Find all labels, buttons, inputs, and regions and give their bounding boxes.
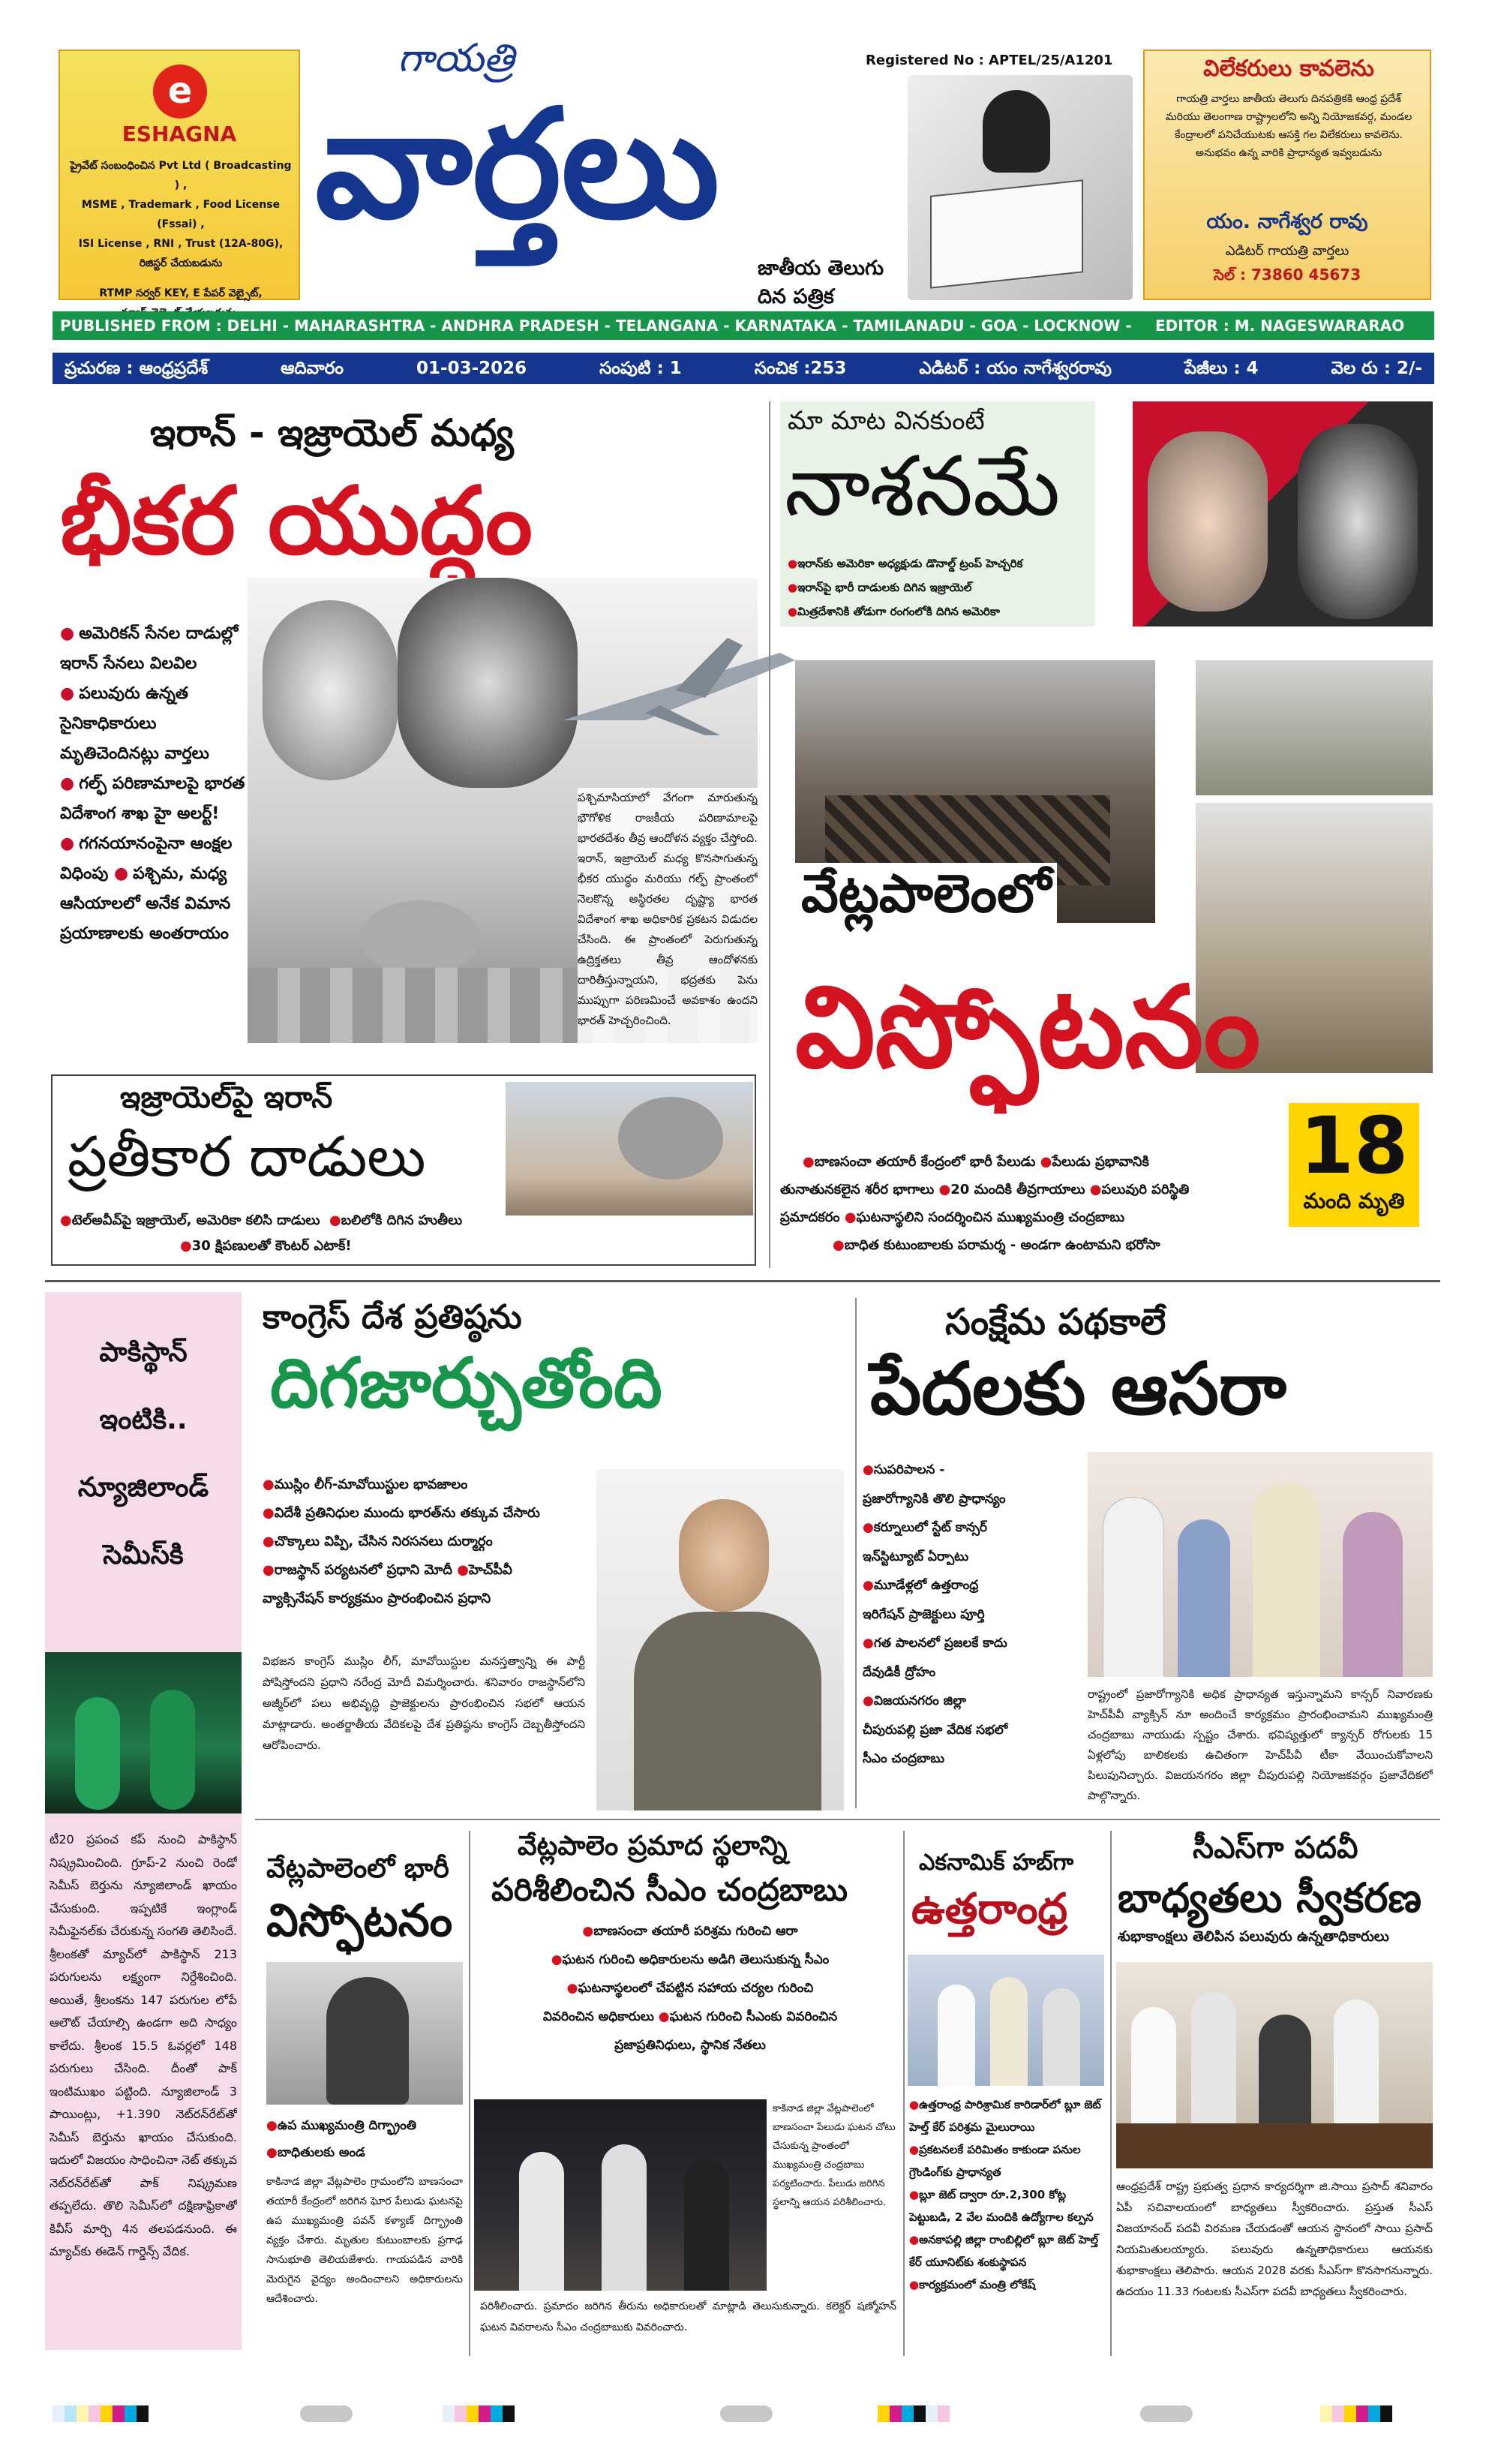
right-advertisement	[1143, 50, 1431, 300]
bullet-item: ●ఘటనాస్థలంలో చేపట్టిన సహాయ చర్యల గురించి	[566, 1981, 814, 1996]
bullet-item: ●టెల్‌అవీవ్‌పై ఇజ్రాయెల్, అమెరికా కలిసి దాడులు ●బలిలోకి దిగిన హుతీలు	[60, 1212, 463, 1228]
war-headline: భీకర యుద్ధం	[60, 467, 533, 575]
bullet-item: ●ఇరాన్‌పై భారీ దాడులకు దిగిన ఇజ్రాయెల్	[788, 581, 972, 594]
person-figure	[1253, 1482, 1320, 1677]
fighter-jet-icon	[555, 630, 803, 743]
ad-line: మరియు తెలంగాణ రాష్ట్రాలలోని అన్ని నియోజకవర్గ, మండల	[1165, 111, 1412, 123]
ad-line: ప్రైవేట్ సంబంధించిన Pvt Ltd ( Broadcasting ) ,	[70, 160, 292, 191]
retaliation-kicker: ఇజ్రాయెల్‌పై ఇరాన్	[120, 1080, 333, 1115]
bullet-item: ●కార్యక్రమంలో మంత్రి లోకేష్	[909, 2278, 1036, 2291]
warning-kicker: మా మాట వినకుంటే	[788, 406, 985, 436]
cm-visit-kicker: వేట్లపాలెం ప్రమాద స్థలాన్ని	[518, 1831, 788, 1862]
published-from: PUBLISHED FROM : DELHI - MAHARASHTRA - ANDHRA PRADESH - TELANGANA - KARNATAKA - TAMILANADU - GOA - LOCKNOW -	[60, 317, 1132, 335]
cs-kicker: సీఎస్‌గా పదవీ	[1193, 1831, 1358, 1865]
war-body: పశ్చిమాసియాలో వేగంగా మారుతున్న భౌగోళిక రాజకీయ పరిణామాలపై భారతదేశం తీవ్ర ఆందోళన వ్యక్తం చేస్తోంది. ఇరాన్, ఇజ్రాయెల్ మధ్య కొనసాగుతున్న భీకర యుద్ధం మరియు గల్ఫ్ ప్రాంతంలో నెలకొన్న అస్థిరతల దృష్ట్యా భారత విదేశాంగ శాఖ అధికారిక ప్రకటన విడుదల చేసింది. ఈ ప్రాంతంలో పెరుగుతున్న ఉద్రిక్తతలు తీవ్ర ఆందోళనకు దారితీస్తున్నాయని, భద్రతకు పెను ముప్పుగా పరిణమించే అవకాశం ఉందని భారత్ హెచ్చరించింది.	[578, 788, 758, 1043]
bullet-item: ●రాజస్థాన్ పర్యటనలో ప్రధాని మోదీ ●హెచ్‌పీవీ	[263, 1562, 512, 1578]
congress-bullets	[263, 1471, 615, 1613]
registered-number: Registered No : APTEL/25/A1201	[866, 53, 1113, 68]
congress-body: విభజన కాంగ్రెస్ ముస్లిం లీగ్, మావోయిస్టుల మనస్తత్వాన్ని ఈ పార్టీ పోషిస్తోందని ప్రధాని నరేంద్ర మోదీ విమర్శించారు. శనివారం రాజస్థాన్‌లోని అజ్మీర్‌లో పలు అభివృద్ధి ప్రాజెక్టులను ప్రారంభించిన సభలో ఆయన మాట్లాడారు. అంతర్జాతీయ వేదికలపై దేశ ప్రతిష్ఠను కాంగ్రెస్ దెబ్బతీస్తోందని ఆరోపించారు.	[263, 1654, 585, 1752]
retaliation-box	[51, 1074, 756, 1266]
print-calibration-strip	[443, 2405, 515, 2422]
bullet-item: చీపురుపల్లి ప్రజా వేదిక సభలో	[863, 1722, 1008, 1738]
person-figure	[1103, 1497, 1164, 1677]
leader-portrait-right	[398, 578, 578, 788]
info-price: వెల రు : 2/-	[1331, 359, 1422, 378]
bullet-item: ●మూడేళ్లలో ఉత్తరాంధ్ర	[863, 1578, 979, 1593]
person-figure	[602, 2144, 647, 2291]
death-count-badge	[1289, 1100, 1419, 1227]
bullet-item: ●ముస్లిం లీగ్-మావోయిస్టుల భావజాలం	[263, 1477, 468, 1492]
person-figure	[990, 1977, 1028, 2086]
leader-portrait-left	[1148, 431, 1268, 611]
deputy-kicker: వేట్లపాలెంలో భారీ	[266, 1853, 449, 1884]
bullet-item: ●మిత్రదేశానికి తోడుగా రంగంలోకి దిగిన అమెరికా	[788, 605, 1000, 618]
bullet-item: ●గత పాలనలో ప్రజలకే కాదు	[863, 1636, 1007, 1651]
lokesh-event-photo	[908, 1955, 1104, 2086]
bullet-item: ●ఉప ముఖ్యమంత్రి దిగ్భ్రాంతి	[266, 2118, 417, 2133]
death-count-number: 18	[1299, 1100, 1409, 1191]
bullet-item: ప్రయాణాలకు అంతరాయం	[60, 924, 229, 943]
bullet-item: ● గగనయానంపైనా ఆంక్షల	[60, 834, 233, 853]
economic-headline: ఉత్తరాంధ్ర	[911, 1885, 1068, 1934]
speaker-head	[679, 1499, 769, 1612]
blast-headline: విస్ఫోటనం	[795, 963, 1261, 1093]
registration-mark	[1140, 2405, 1193, 2422]
bullet-item: సైనికాధికారులు	[60, 714, 157, 733]
ad-brand: ESHAGNA	[122, 122, 237, 146]
bullet-item: ●ఉత్తరాంధ్ర పారిశ్రామిక కారిడార్‌లో బ్లూ జెట్ హెల్త్ కేర్ పరిశ్రమ మైలురాయి	[909, 2098, 1101, 2134]
ad-name: యం. నాగేశ్వర రావు	[1206, 210, 1368, 233]
bullet-item: ఇరాన్ సేనలు విలవిల	[60, 654, 197, 673]
cs-sub: శుభాకాంక్షలు తెలిపిన పలువురు ఉన్నతాధికారులు	[1118, 1928, 1389, 1945]
bullet-item: ●బాణసంచా తయారీ కేంద్రంలో భారీ పేలుడు ●పేలుడు ప్రభావానికి	[803, 1154, 1149, 1170]
bullet-item: ● అమెరికన్ సేనల దాడుల్లో	[60, 624, 239, 643]
trump-khamenei-photo	[1133, 401, 1433, 627]
welfare-headline: పేదలకు ఆసరా	[870, 1347, 1286, 1431]
info-volume: సంపుటి : 1	[599, 359, 682, 378]
ad-line: ISI License , RNI , Trust (12A-80G),	[78, 238, 284, 250]
person-figure	[1178, 1519, 1230, 1677]
person-figure	[326, 1977, 409, 2105]
retaliation-headline: ప్రతీకార దాడులు	[68, 1125, 426, 1189]
bullet-item: ●విజయనగరం జిల్లా	[863, 1693, 966, 1708]
deputy-bullets	[266, 2112, 463, 2166]
cm-visit-body: పరిశీలించారు. ప్రమాదం జరిగిన తీరును అధికారులతో మాట్లాడి తెలుసుకున్నారు. కలెక్టర్ షణ్మోహన్ ఘటన వివరాలను సీఎం చంద్రబాబుకు వివరించారు.	[480, 2300, 896, 2333]
ad-phone: సెల్ : 73860 45673	[1213, 266, 1361, 284]
congress-kicker: కాంగ్రెస్ దేశ ప్రతిష్ఠను	[263, 1298, 522, 1336]
bullet-item: ●కర్నూలులో స్టేట్ కాన్సర్	[863, 1520, 987, 1535]
print-calibration-strip	[1320, 2405, 1392, 2422]
bullet-item: వ్యాక్సినేషన్ కార్యక్రమం ప్రారంభించిన ప్రధాని	[263, 1591, 491, 1606]
blast-site-photo-top	[1196, 660, 1433, 795]
person-figure	[519, 2152, 564, 2291]
info-bar	[53, 353, 1434, 384]
cricket-players-photo	[45, 1652, 242, 1813]
smoke-skyline-photo	[506, 1082, 753, 1215]
modi-photo	[596, 1469, 844, 1810]
info-pages: పేజీలు : 4	[1184, 359, 1259, 378]
cricket-body: టీ20 ప్రపంచ కప్ నుంచి పాకిస్థాన్ నిష్క్రమించింది. గ్రూప్-2 నుంచి రెండో సెమీస్ బెర్తును న్యూజిలాండ్ ఖాయం చేసుకుంది. ఇప్పటికే ఇంగ్లాండ్ సెమీఫైనల్‌కు చేరుకున్న సంగతి తెలిసిందే. శ్రీలంకతో మ్యాచ్‌లో పాకిస్థాన్ 213 పరుగులను లక్ష్యంగా నిర్దేశించింది. అయితే, శ్రీలంకను 147 పరుగుల లోపే ఆలౌట్ చేయాల్సి ఉండగా అది సాధ్యం కాలేదు. శ్రీలంక 15.5 ఓవర్లలో 148 పరుగులు చేసింది. దీంతో పాక్ ఇంటిముఖం పట్టింది. న్యూజిలాండ్ 3 పాయింట్లు, +1.390 నెట్‌రన్‌రేట్‌తో సెమీస్ బెర్తును ఖాయం చేసుకుంది. ఇదులో విజయం సాధించినా నెట్ తక్కువ నెట్‌రన్‌రేట్‌తో పాక్ నిష్క్రమణ తప్పలేదు. తొలి సెమీస్‌లో దక్షిణాఫ్రికాతో కివీస్ మార్చి 4న తలపడనుంది. ఈ మ్యాచ్‌కు ఈడెన్ గార్డెన్స్ వేదిక.	[50, 1832, 237, 2258]
person-figure	[1343, 1512, 1403, 1677]
bullet-item: దేవుడికీ ద్రోహం	[863, 1664, 936, 1680]
cricket-title-line: ఇంటికి..	[99, 1405, 188, 1435]
leader-portrait-right	[1298, 424, 1418, 619]
bullet-item: ●ప్రకటనలకే పరిమితం కాకుండా పనుల గ్రౌండింగ్‌కు ప్రాధాన్యత	[909, 2143, 1081, 2179]
person-figure	[938, 1985, 975, 2086]
ad-line: కేంద్రాలలో పనిచేయుటకు ఆసక్తి గల విలేకరులు కావలెను.	[1175, 129, 1403, 141]
cs-headline: బాధ్యతలు స్వీకరణ	[1118, 1874, 1422, 1922]
info-day: ఆదివారం	[281, 359, 344, 378]
info-date: 01-03-2026	[416, 359, 527, 378]
newspaper-icon	[930, 179, 1083, 288]
welfare-kicker: సంక్షేమ పథకాలే	[945, 1301, 1166, 1343]
deputy-headline: విస్ఫోటనం	[266, 1895, 453, 1947]
cs-body: ఆంధ్రప్రదేశ్ రాష్ట్ర ప్రభుత్వ ప్రధాన కార్యదర్శిగా జి.సాయి ప్రసాద్ శనివారం ఏపీ సచివాలయంలో బాధ్యతలు స్వీకరించారు. ప్రస్తుత సీఎస్ విజయానంద్ పదవీ విరమణ చేయడంతో ఆయన స్థానంలో సాయి ప్రసాద్ నియమితులయ్యారు. పలువురు ఉన్నతాధికారులు ఆయనకు శుభాకాంక్షలు తెలిపారు. ఆయన 2028 వరకు సీఎస్‌గా కొనసాగనున్నారు. ఉదయం 11.33 గంటలకు సీఎస్‌గా పదవీ బాధ్యతలు స్వీకరించారు.	[1116, 2180, 1433, 2298]
reader-illustration	[908, 75, 1133, 300]
ad-line: అనుభవం ఉన్న వారికి ప్రాధాన్యత ఇవ్వబడును	[1195, 147, 1382, 159]
bullet-item: ప్రజాప్రతినిధులు, స్థానిక నేతలు	[614, 2038, 766, 2053]
cs-office-photo	[1116, 1962, 1433, 2168]
war-kicker: ఇరాన్ - ఇజ్రాయెల్ మధ్య	[150, 411, 514, 455]
editor-label: EDITOR : M. NAGESWARARAO	[1155, 317, 1405, 335]
bullet-item: ●బాధిత కుటుంబాలకు పరామర్శ - అండగా ఉంటామని భరోసా	[833, 1237, 1160, 1253]
bullet-item: ● గల్ఫ్ పరిణామాలపై భారత	[60, 774, 245, 793]
blast-bullets	[780, 1148, 1283, 1259]
economic-bullets	[909, 2093, 1106, 2296]
bullet-item: ●ఇరాన్‌కు అమెరికా అధ్యక్షుడు డొనాల్డ్ ట్రంప్ హెచ్చరిక	[788, 557, 1023, 570]
welfare-bullets	[863, 1456, 1080, 1774]
bullet-item: ఇన్‌స్టిట్యూట్ ఏర్పాటు	[863, 1549, 969, 1564]
left-advertisement	[59, 50, 300, 300]
bullet-item: ఆసియాలలో అనేక విమాన	[60, 894, 231, 913]
ad-line: రిజిస్టర్ చేయబడును	[139, 257, 223, 269]
info-editor: ఎడిటర్ : యం నాగేశ్వరరావు	[919, 359, 1112, 378]
office-desk	[1116, 2123, 1433, 2168]
blast-kicker: వేట్లపాలెంలో	[795, 863, 1057, 937]
bullet-item: ●చొక్కాలు విప్పి, చేసిన నిరసనలు దుర్మార్గం	[263, 1534, 493, 1549]
warning-headline: నాశనమే	[785, 438, 1061, 534]
bullet-item: ●బాధితులకు అండ	[266, 2145, 365, 2160]
bullet-item: ప్రజారోగ్యానికి తొలి ప్రాధాన్యం	[863, 1491, 1006, 1507]
congress-headline: దిగజార్చుతోంది	[270, 1343, 662, 1423]
bullet-item: విదేశాంగ శాఖ హై అలర్ట్!	[60, 804, 220, 823]
cm-visit-side: కాకినాడ జిల్లా వేట్లపాలెంలో బాణసంచా పేలుడు ఘటన చోటు చేసుకున్న ప్రాంతంలో ముఖ్యమంత్రి చంద్రబాబు పర్యటించారు. పేలుడు జరిగిన స్థలాన్ని ఆయన పరిశీలించారు.	[773, 2103, 896, 2208]
ad-line: గాయత్రి వార్తలు జాతీయ తెలుగు దినపత్రికకి ఆంధ్ర ప్రదేశ్	[1176, 93, 1401, 105]
deputy-body: కాకినాడ జిల్లా వేట్లపాలెం గ్రామంలోని బాణసంచా తయారీ కేంద్రంలో జరిగిన ఘోర పేలుడు ఘటనపై ఉప ముఖ్యమంత్రి పవన్ కళ్యాణ్ దిగ్భ్రాంతి వ్యక్తం చేశారు. మృతుల కుటుంబాలకు ప్రగాఢ సానుభూతి తెలియజేశారు. గాయపడిన వారికి మెరుగైన వైద్యం అందించాలని అధికారులను ఆదేశించారు.	[266, 2176, 463, 2305]
cm-visit-headline: పరిశీలించిన సీఎం చంద్రబాబు	[491, 1871, 848, 1908]
death-count-text: మంది మృతి	[1303, 1188, 1405, 1213]
published-from-bar	[53, 311, 1434, 340]
bullet-item: సీఎం చంద్రబాబు	[863, 1751, 944, 1766]
info-place: ప్రచురణ : ఆంధ్రప్రదేశ్	[65, 359, 209, 378]
ad-role: ఎడిటర్ గాయత్రి వార్తలు	[1225, 243, 1349, 259]
bullet-item: తునాతునకలైన శరీర భాగాలు ●20 మందికి తీవ్రగాయాలు ●పలువురి పరిస్థితి	[780, 1182, 1190, 1197]
deputy-cm-photo	[266, 1962, 463, 2105]
player-figure	[150, 1690, 195, 1810]
warning-box	[780, 401, 1095, 627]
eshagna-logo-icon: e	[153, 65, 207, 119]
bullet-item: ●ఘటన గురించి అధికారులను అడిగి తెలుసుకున్న సీఎం	[551, 1952, 830, 1967]
tagline: జాతీయ తెలుగు దిన పత్రిక	[758, 257, 884, 308]
bullet-item: ●బాణసంచా తయారీ పరిశ్రమ గురించి ఆరా	[582, 1924, 798, 1939]
print-calibration-strip	[53, 2405, 149, 2422]
bullet-item: ●30 క్షిపణులతో కౌంటర్ ఎటాక్!	[180, 1238, 352, 1254]
registration-mark	[720, 2405, 773, 2422]
person-figure	[1043, 1988, 1080, 2086]
ad-title: విలేకరులు కావలెను	[1203, 56, 1374, 82]
registration-mark	[300, 2405, 353, 2422]
bullet-item: ●అనకాపల్లి జిల్లా రాంబిల్లిలో బ్లూ జెట్ హెల్త్ కేర్ యూనిట్‌కు శంకుస్థాపన	[909, 2233, 1099, 2269]
woman-figure-icon	[983, 90, 1050, 173]
print-calibration-strip	[878, 2405, 950, 2422]
person-figure	[684, 2159, 729, 2291]
bullet-item: విధింపు ● పశ్చిమ, మధ్య	[60, 864, 227, 883]
ad-line: MSME , Trademark , Food License (Fssai) ,	[81, 199, 281, 230]
cricket-sidebar	[45, 1292, 242, 2350]
cm-with-students-photo	[1088, 1452, 1433, 1677]
cm-visit-bullets	[480, 1917, 900, 2060]
cricket-title-line: సెమీస్‌కి	[103, 1540, 184, 1570]
masthead-logo	[315, 30, 915, 308]
cricket-title-line: పాకిస్థాన్	[99, 1337, 188, 1368]
bullet-item: మృతిచెందినట్లు వార్తలు	[60, 744, 209, 763]
war-bullets	[60, 619, 285, 949]
smoke-cloud	[360, 900, 480, 975]
info-issue: సంచిక :253	[754, 359, 847, 378]
ad-line: RTMP సర్వర్ KEY, E పేపర్ వెబ్సైట్,	[99, 287, 263, 299]
speaker-body	[634, 1612, 821, 1810]
smoke-cloud	[618, 1097, 723, 1179]
cricket-title-line: న్యూజిలాండ్	[77, 1472, 209, 1503]
bullet-item: ●బ్లూ జెట్ ద్వారా రూ.2,300 కోట్ల పెట్టుబడి, 2 వేల మందికి ఉద్యోగాల కల్పన	[909, 2188, 1094, 2224]
player-figure	[75, 1697, 120, 1810]
cm-visit-night-photo	[474, 2099, 767, 2291]
logo-script: గాయత్రి	[398, 36, 515, 81]
bullet-item: ప్రమాదకరం ●ఘటనాస్థలిని సందర్శించిన ముఖ్యమంత్రి చంద్రబాబు	[780, 1209, 1125, 1225]
bullet-item: ●విదేశీ ప్రతినిధుల ముందు భారత్‌ను తక్కువ చేసారు	[263, 1505, 540, 1521]
paper-title: వార్తలు	[315, 77, 720, 252]
economic-kicker: ఎకనామిక్ హబ్‌గా	[919, 1850, 1074, 1876]
bullet-item: ● పలువురు ఉన్నత	[60, 684, 188, 703]
bullet-item: వివరించిన అధికారులు ●ఘటన గురించి సీఎంకు వివరించిన	[542, 2009, 838, 2024]
welfare-body: రాష్ట్రంలో ప్రజారోగ్యానికి అధిక ప్రాధాన్యత ఇస్తున్నామని కాన్సర్ నివారణకు హెచ్‌పీవీ వ్యాక్సిన్ నూ అందించే కార్యక్రమం ప్రారంభించామని ముఖ్యమంత్రి చంద్రబాబు నాయుడు స్పష్టం చేశారు. భవిష్యత్తులో క్యాన్సర్ రోగులకు 15 ఏళ్లలోపు బాలికలకు ఉచితంగా హెచ్‌పీవీ టీకా వేయించుకోవాలని పిలుపునిచ్చారు. విజయనగరం జిల్లా చీపురుపల్లి నియోజకవర్గం ప్రజావేదికలో పాల్గొన్నారు.	[1088, 1687, 1433, 1802]
bullet-item: ●సుపరిపాలన -	[863, 1462, 945, 1477]
bullet-item: ఇరిగేషన్ ప్రాజెక్టులు పూర్తి	[863, 1606, 985, 1622]
